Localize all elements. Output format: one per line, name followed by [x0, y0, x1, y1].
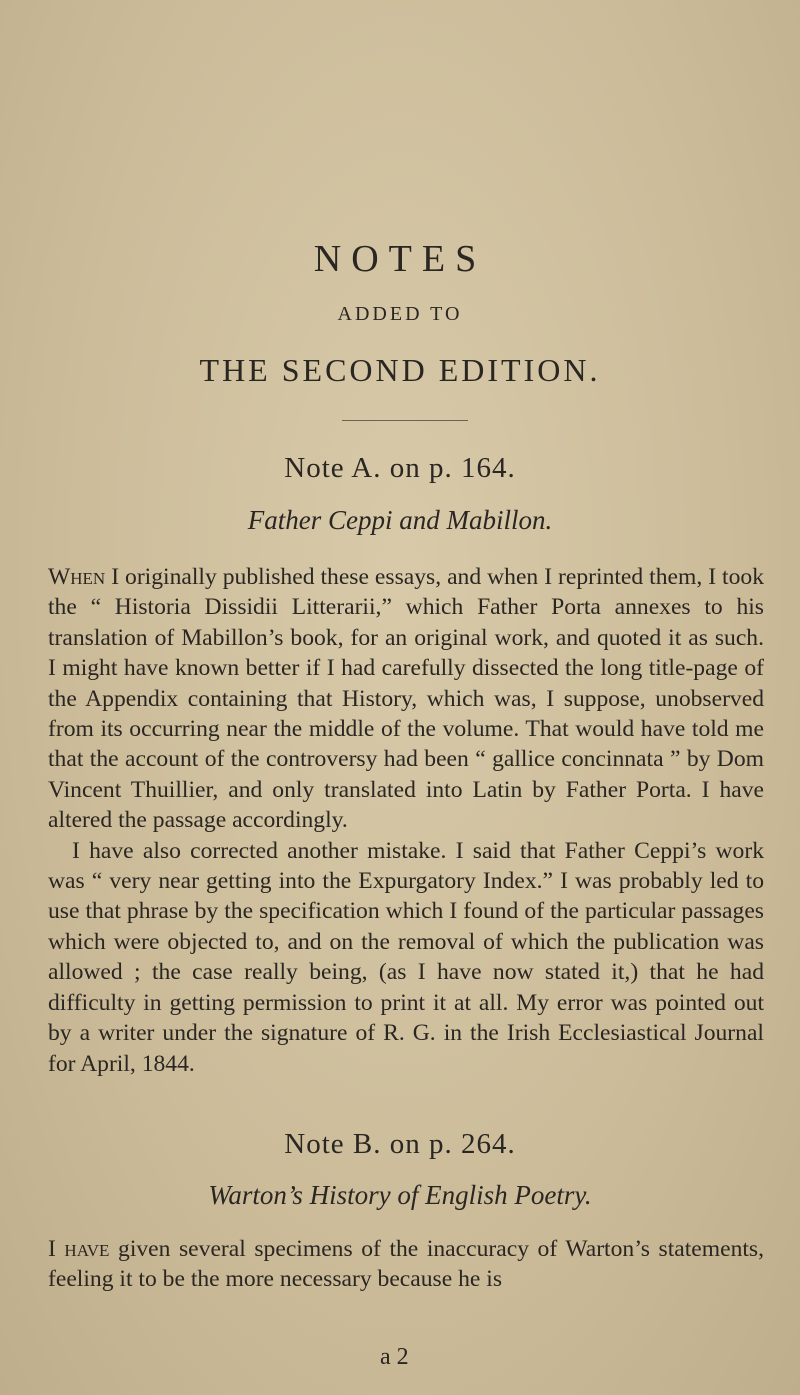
second-edition-heading: THE SECOND EDITION.: [199, 352, 601, 388]
note-b-paragraph-1: [48, 1234, 764, 1295]
note-b-paragraph-1-text: given several specimens of the inaccuracy of Warton’s statements, feeling it to be the more necessary because he is: [48, 1236, 765, 1293]
note-b-title: Note B. on p. 264.: [284, 1128, 516, 1160]
note-a-title: Note A. on p. 164.: [284, 452, 516, 484]
note-b-lead-word: I have: [48, 1236, 110, 1262]
note-a-body: [48, 562, 764, 1079]
note-a-lead-word: When: [48, 564, 106, 590]
signature-mark: a 2: [380, 1344, 409, 1370]
note-a-subtitle: Father Ceppi and Mabillon.: [247, 505, 553, 535]
notes-heading: NOTES: [313, 238, 487, 280]
divider-rule: [342, 420, 468, 421]
note-b-subtitle: Warton’s History of English Poetry.: [208, 1180, 592, 1210]
note-a-paragraph-1-text: I originally published these essays, and when I reprinted them, I took the “ Historia Dissidii Litterarii,” which Father Porta annexes to his translation of Mabillon’s book, for an original work, and quoted it as such. I might have known better if I had carefully dissected the long title-page of the Appendix containing that History, which was, I suppose, unobserved from its occurring near the middle of the volume. That would have told me that the account of the controversy had been “ gallice concinnata ” by Dom Vincent Thuillier, and only translated into Latin by Father Porta. I have altered the passage accordingly.: [48, 564, 764, 834]
note-b-body: [48, 1234, 764, 1295]
note-a-paragraph-1: [48, 562, 764, 836]
added-to-heading: ADDED TO: [337, 303, 463, 325]
note-a-paragraph-2: I have also corrected another mistake. I said that Father Ceppi’s work was “ very near getting into the Expurgatory Index.” I was probably led to use that phrase by the specification which I found of the particular passages which were objected to, and on the removal of which the publication was allowed ; the case really being, (as I have now stated it,) that he had difficulty in getting permission to print it at all. My error was pointed out by a writer under the signature of R. G. in the Irish Ecclesiastical Journal for April, 1844.: [48, 837, 764, 1077]
